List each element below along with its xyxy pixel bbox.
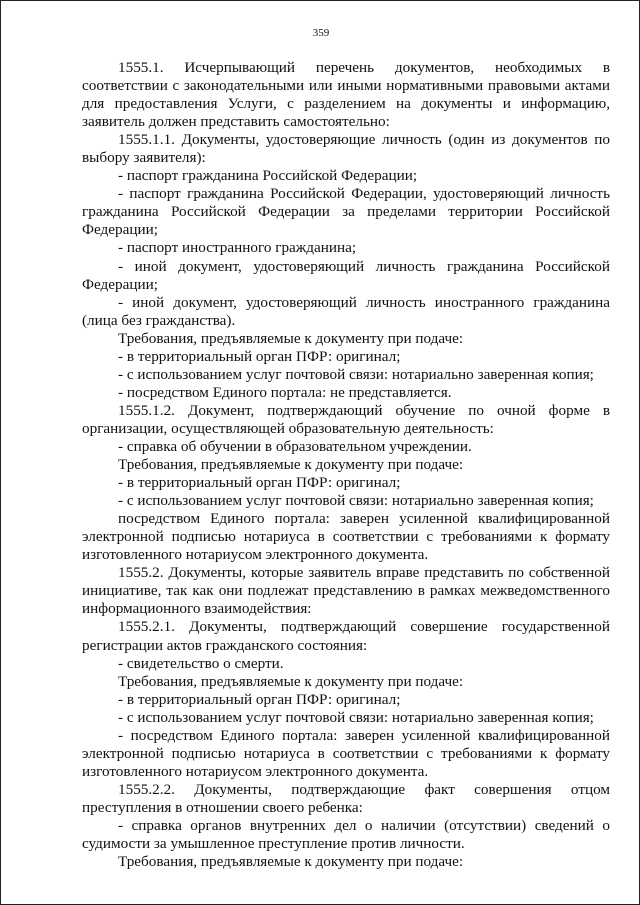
text-line: - иной документ, удостоверяющий личность гражданина Российской: [118, 257, 610, 275]
text-line: Федерации;: [82, 221, 158, 239]
text-line: выбору заявителя):: [82, 149, 206, 167]
text-line: - справка органов внутренних дел о наличии (отсутствии) сведений о: [118, 816, 610, 834]
text-line: - свидетельство о смерти.: [118, 654, 284, 672]
text-line: Федерации;: [82, 275, 158, 293]
text-line: Требования, предъявляемые к документу при подаче:: [118, 456, 464, 474]
text-line: - с использованием услуг почтовой связи: нотариально заверенная копия;: [118, 492, 594, 510]
text-line: 1555.2.2. Документы, подтверждающие факт совершения отцом: [118, 780, 610, 798]
text-line: - в территориальный орган ПФР: оригинал;: [118, 474, 401, 492]
text-line: 1555.2.1. Документы, подтверждающий совершение государственной: [118, 618, 610, 636]
document-body: [82, 59, 610, 871]
text-line: информационного взаимодействия:: [82, 600, 312, 618]
text-line: - в территориальный орган ПФР: оригинал;: [118, 347, 401, 365]
text-line: преступления в отношении своего ребенка:: [82, 798, 363, 816]
text-line: изготовленного нотариусом электронного документа.: [82, 762, 429, 780]
text-line: организации, осуществляющей образовательную деятельность:: [82, 419, 494, 437]
text-line: Требования, предъявляемые к документу при подаче:: [118, 329, 464, 347]
text-line: гражданина Российской Федерации за пределами территории Российской: [82, 203, 610, 221]
text-line: - иной документ, удостоверяющий личность иностранного гражданина: [118, 293, 610, 311]
text-line: 1555.1.1. Документы, удостоверяющие личность (один из документов по: [118, 131, 610, 149]
text-line: заявитель должен представить самостоятельно:: [82, 113, 390, 131]
text-line: 1555.2. Документы, которые заявитель вправе представить по собственной: [118, 564, 610, 582]
text-line: - посредством Единого портала: заверен усиленной квалифицированной: [118, 726, 610, 744]
page-number: 359: [312, 27, 330, 39]
text-line: электронной подписью нотариуса в соответствии с требованиями к формату: [82, 528, 610, 546]
text-line: судимости за умышленное преступление против личности.: [82, 835, 465, 853]
text-line: инициативе, так как они подлежат представлению в рамках межведомственного: [82, 582, 610, 600]
text-line: (лица без гражданства).: [82, 311, 236, 329]
text-line: - посредством Единого портала: не представляется.: [118, 383, 452, 401]
text-line: - с использованием услуг почтовой связи: нотариально заверенная копия;: [118, 708, 594, 726]
text-line: - паспорт иностранного гражданина;: [118, 239, 357, 257]
text-line: электронной подписью нотариуса в соответствии с требованиями к формату: [82, 744, 610, 762]
text-line: соответствии с законодательными или иными нормативными правовыми актами: [82, 77, 610, 95]
text-line: Требования, предъявляемые к документу при подаче:: [118, 853, 464, 871]
text-line: посредством Единого портала: заверен усиленной квалифицированной: [118, 510, 610, 528]
text-line: регистрации актов гражданского состояния:: [82, 636, 368, 654]
text-line: 1555.1.2. Документ, подтверждающий обучение по очной форме в: [118, 401, 610, 419]
text-line: 1555.1. Исчерпывающий перечень документов, необходимых в: [118, 59, 610, 76]
text-line: - в территориальный орган ПФР: оригинал;: [118, 690, 401, 708]
text-line: для предоставления Услуги, с разделением на документы и информацию,: [82, 95, 610, 113]
text-line: - справка об обучении в образовательном учреждении.: [118, 437, 472, 455]
text-line: - паспорт гражданина Российской Федерации;: [118, 167, 418, 185]
text-line: - с использованием услуг почтовой связи: нотариально заверенная копия;: [118, 365, 594, 383]
text-line: - паспорт гражданина Российской Федерации, удостоверяющий личность: [118, 185, 610, 203]
text-line: изготовленного нотариусом электронного документа.: [82, 546, 429, 564]
text-line: Требования, предъявляемые к документу при подаче:: [118, 672, 464, 690]
